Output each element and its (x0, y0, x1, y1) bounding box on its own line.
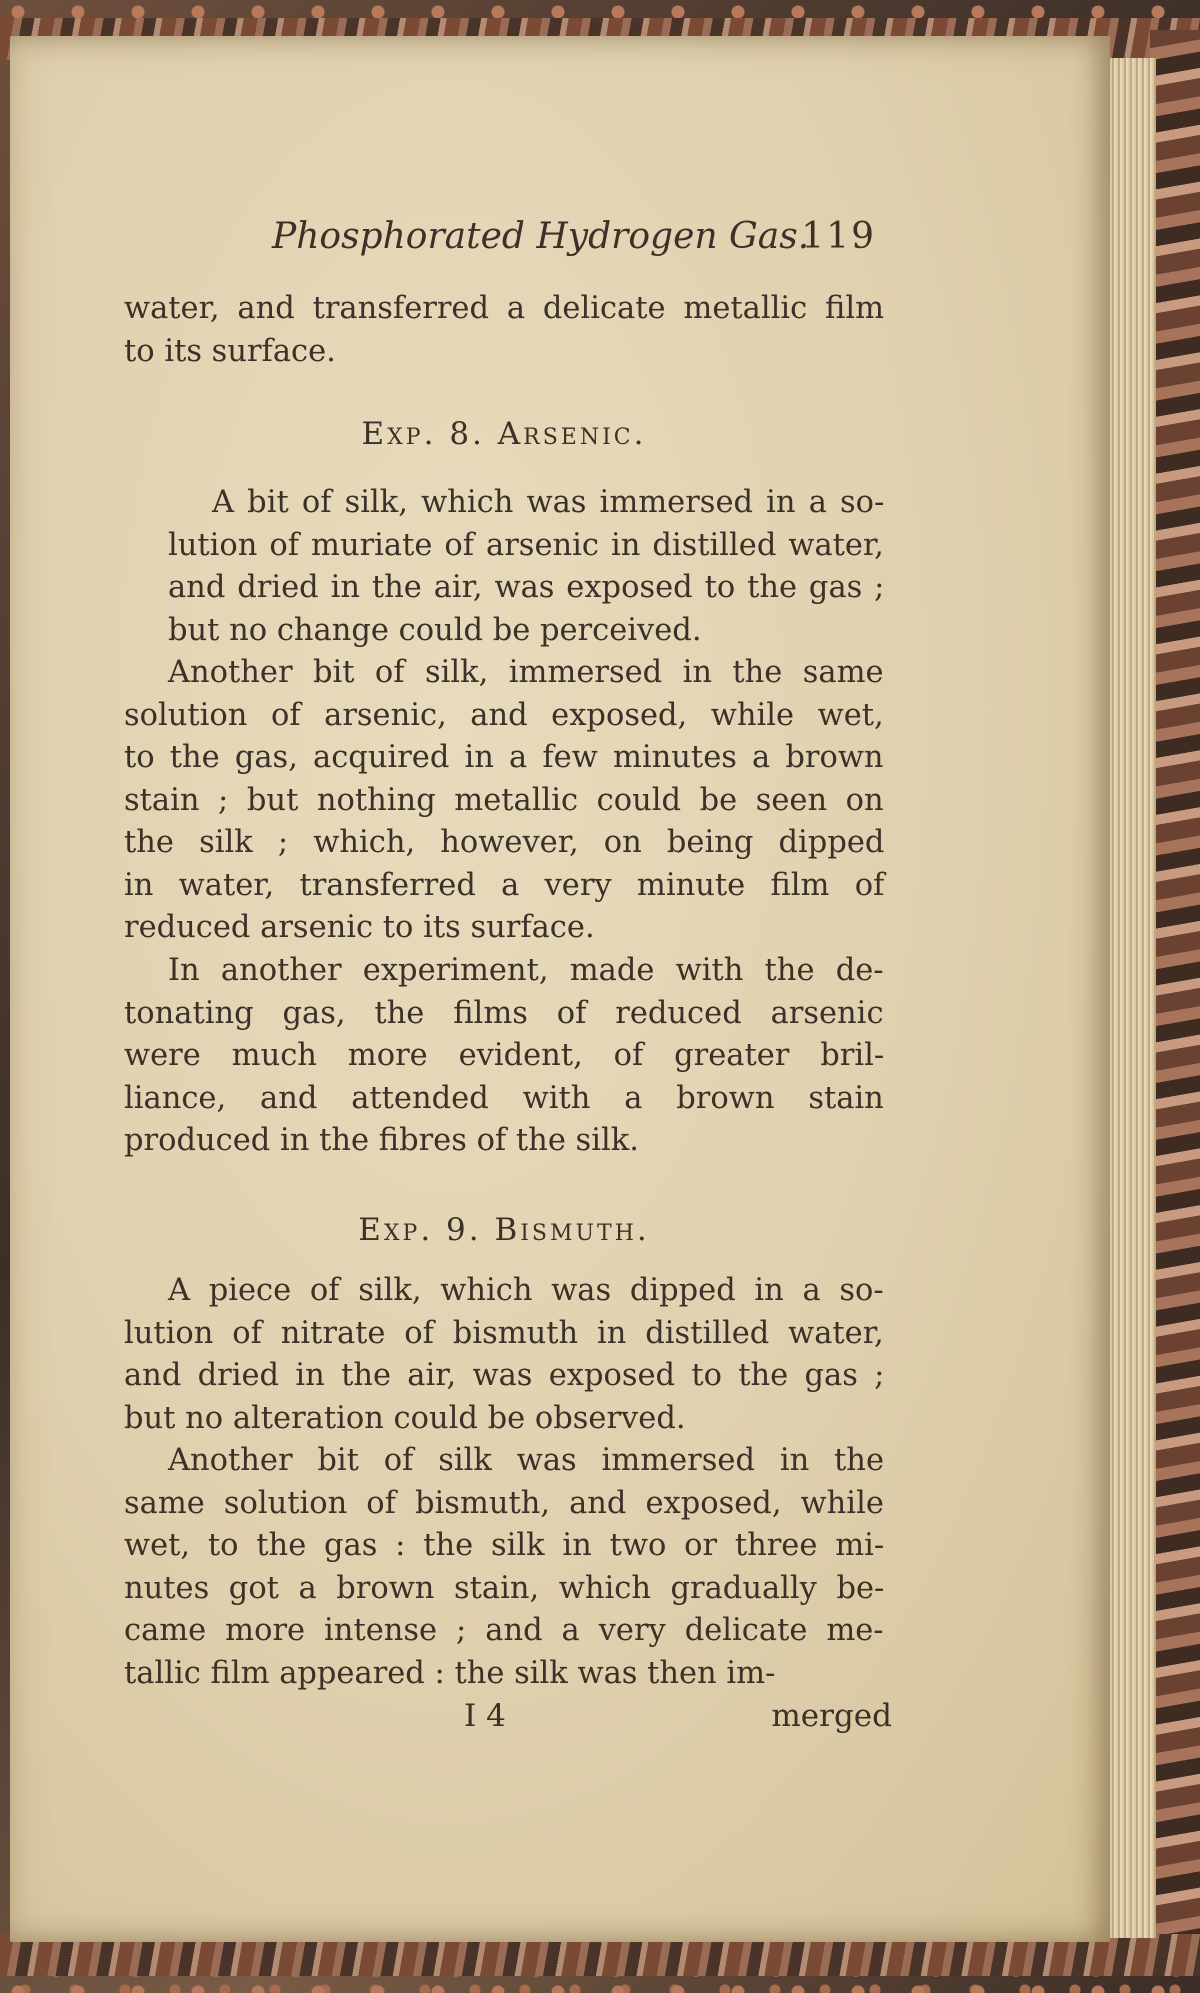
text-line: nutes got a brown stain, which gradually be- (124, 1570, 885, 1606)
text-line: were much more evident, of greater bril- (124, 1038, 885, 1073)
text-line: water, and transferred a delicate metallic film (124, 291, 885, 326)
page-number: 119 (801, 216, 876, 257)
text-line: In another experiment, made with the de- (168, 953, 884, 988)
text-line: in water, transferred a very minute film of (124, 867, 885, 903)
text-line: same solution of bismuth, and exposed, while (124, 1485, 884, 1521)
exp9-paragraph-2 (124, 1440, 884, 1695)
text-line: the silk ; which, however, on being dipped (124, 825, 885, 860)
text-line: wet, to the gas : the silk in two or three mi- (124, 1528, 885, 1563)
marbled-cover-right (1150, 30, 1200, 1970)
text-line: but no alteration could be observed. (124, 1400, 686, 1436)
text-line: reduced arsenic to its surface. (124, 910, 595, 945)
continuation-paragraph (124, 288, 884, 373)
running-head-title: Phosphorated Hydrogen Gas. (272, 216, 810, 257)
running-head (262, 208, 882, 268)
exp9-paragraph-1 (124, 1270, 884, 1440)
exp8-paragraph-3 (124, 950, 884, 1163)
text-line: and dried in the air, was exposed to the gas ; (168, 570, 885, 605)
text-line: and dried in the air, was exposed to the gas ; (124, 1358, 885, 1393)
text-line: came more intense ; and a very delicate me- (124, 1613, 884, 1648)
signature-mark: I 4 (464, 1698, 506, 1734)
text-line: Another bit of silk was immersed in the (168, 1443, 884, 1478)
text-line: tallic film appeared : the silk was then im- (124, 1655, 776, 1691)
page-edges (1108, 58, 1156, 1938)
text-line: to its surface. (124, 333, 336, 369)
text-line: liance, and attended with a brown stain (124, 1080, 884, 1116)
exp8-paragraph-2 (124, 652, 884, 950)
text-line: lution of muriate of arsenic in distilled water, (168, 527, 884, 563)
text-line: A bit of silk, which was immersed in a so- (212, 485, 885, 520)
section-heading-exp9: Exp. 9. Bismuth. (358, 1212, 650, 1248)
text-line: Another bit of silk, immersed in the same (168, 655, 884, 690)
catchword: merged (771, 1698, 892, 1734)
catchline (124, 1698, 892, 1742)
text-line: but no change could be perceived. (168, 612, 702, 648)
text-line: produced in the fibres of the silk. (124, 1123, 639, 1158)
text-line: solution of arsenic, and exposed, while wet, (124, 697, 884, 733)
exp8-paragraph-1 (124, 482, 884, 652)
text-line: lution of nitrate of bismuth in distilled water, (124, 1315, 884, 1351)
text-line: A piece of silk, which was dipped in a so- (168, 1273, 884, 1308)
text-line: stain ; but nothing metallic could be seen on (124, 782, 884, 818)
text-line: tonating gas, the films of reduced arsenic (124, 995, 884, 1031)
section-heading-exp8: Exp. 8. Arsenic. (361, 416, 647, 452)
text-line: to the gas, acquired in a few minutes a brown (124, 740, 884, 775)
